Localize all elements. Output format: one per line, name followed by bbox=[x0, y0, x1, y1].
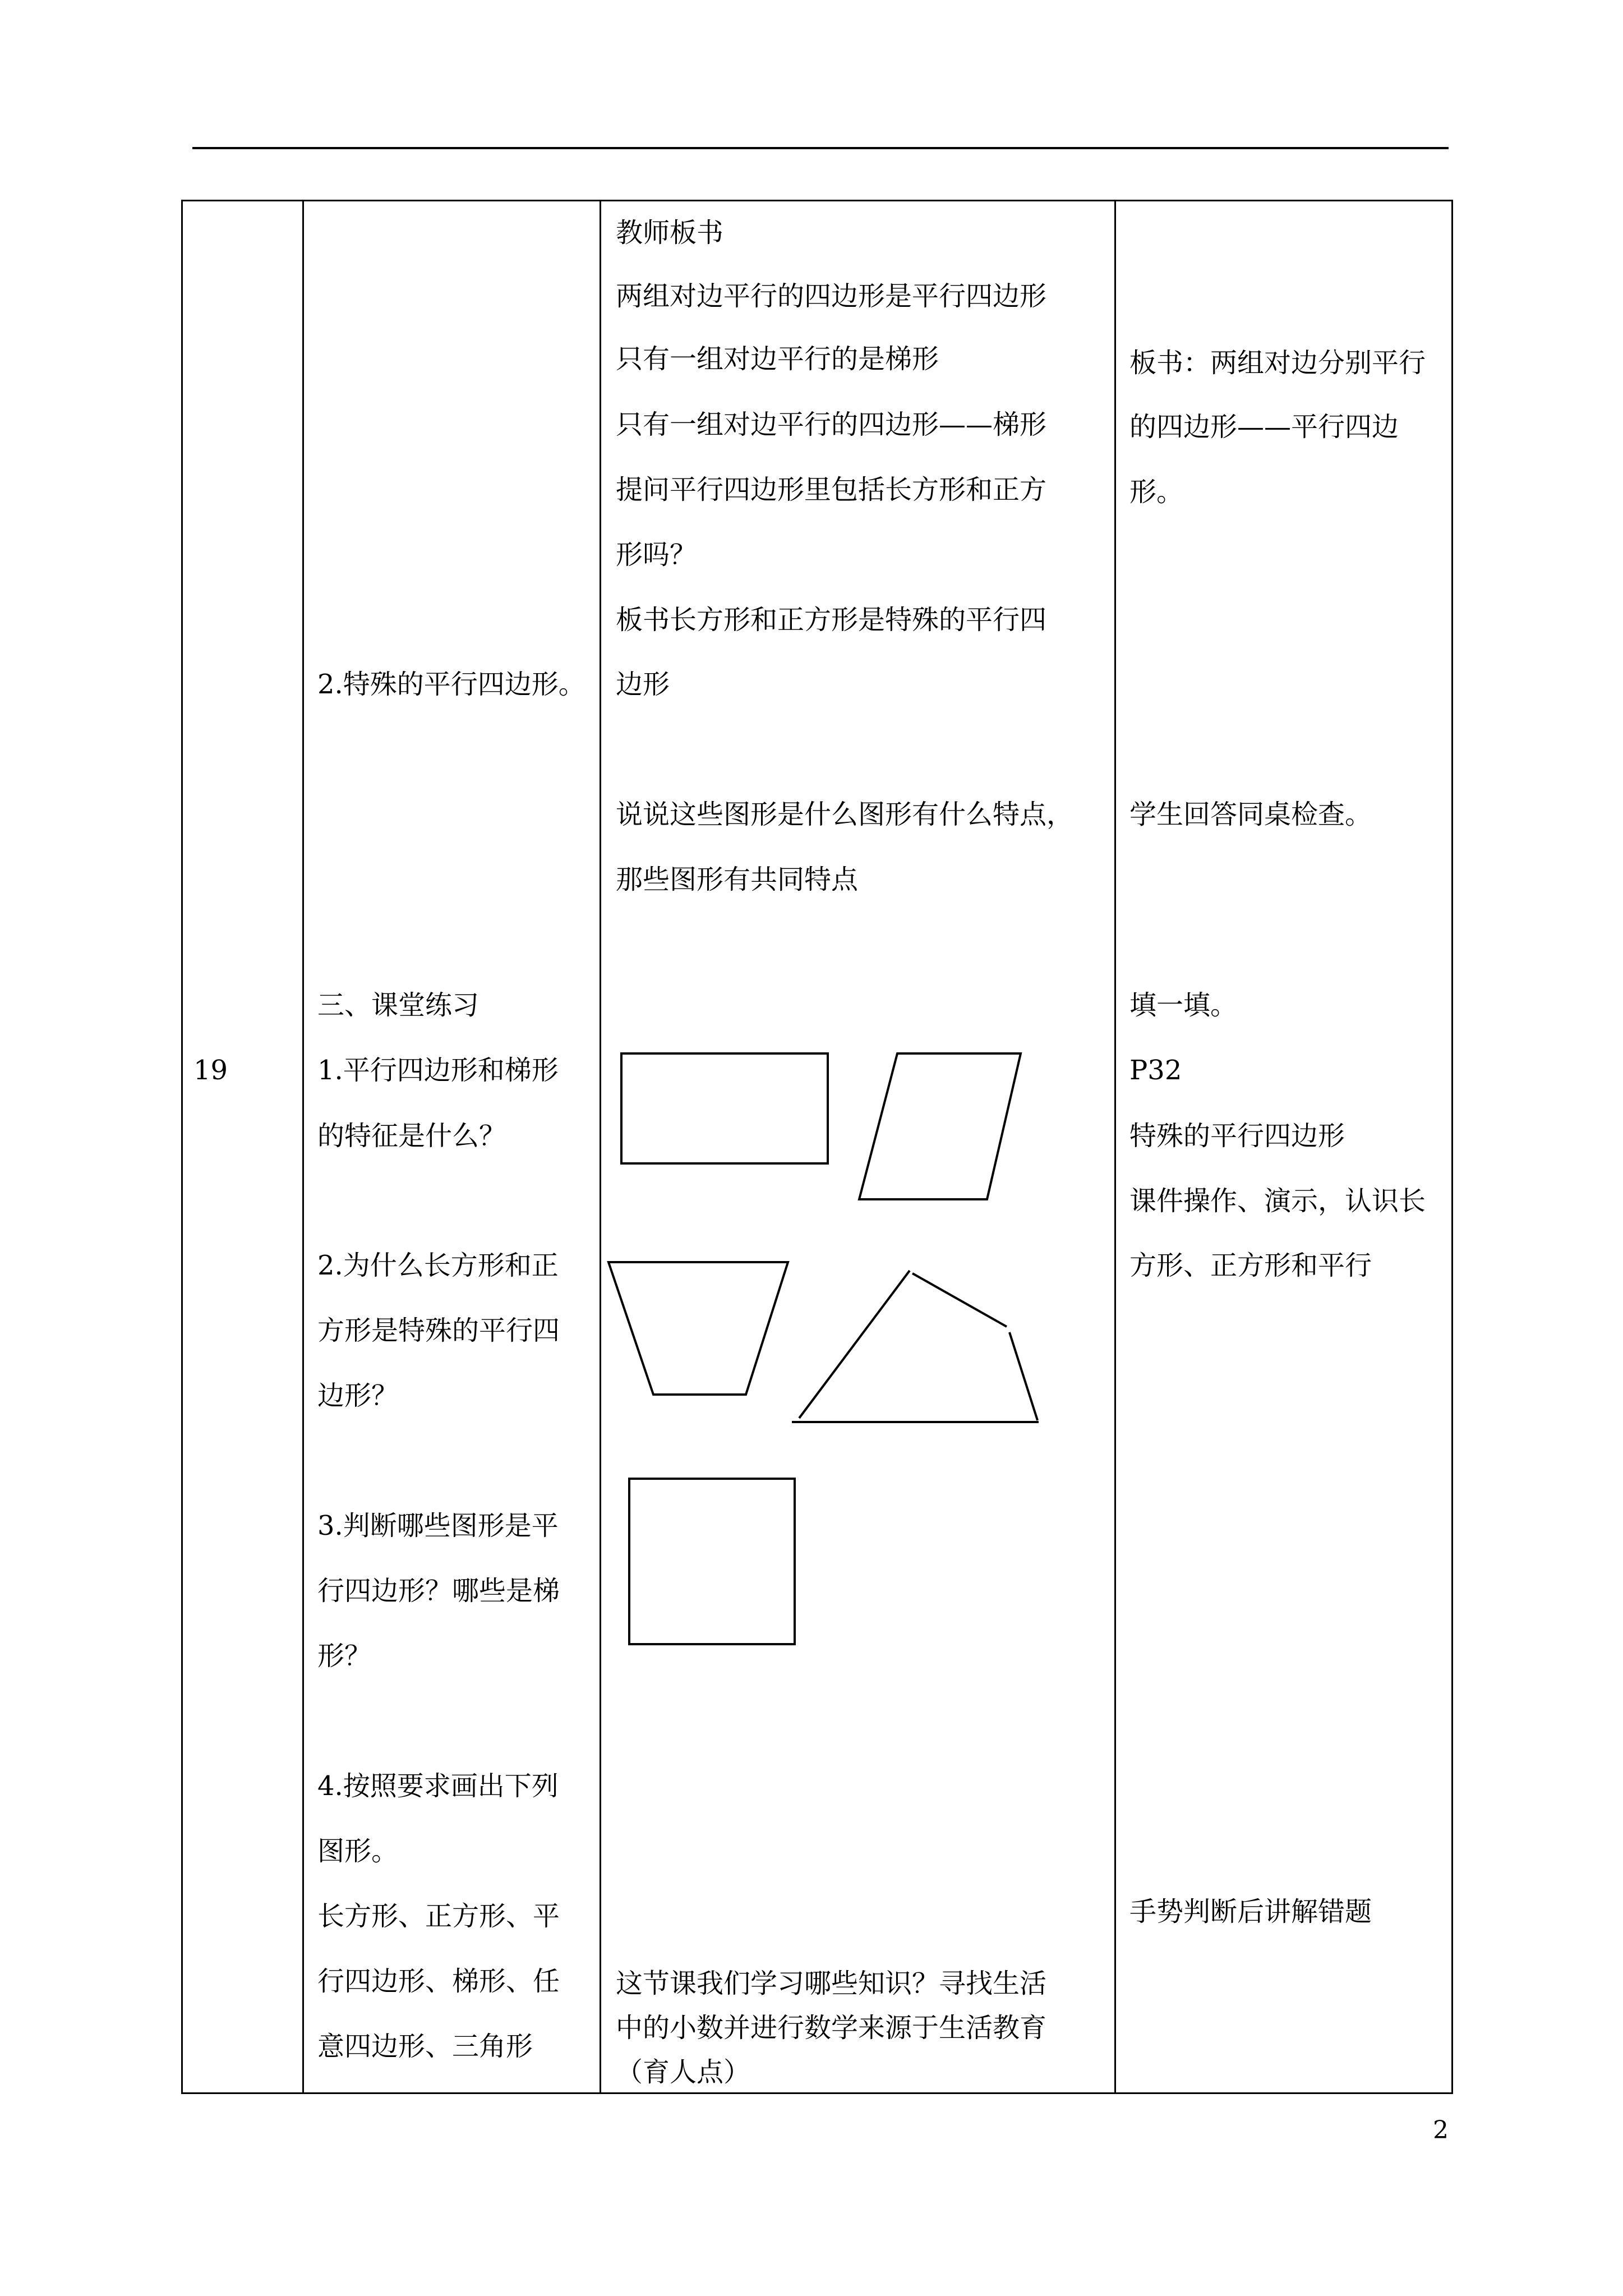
question-3-line-3: 形？ bbox=[317, 1640, 372, 1672]
question-3-line-2: 行四边形？哪些是梯 bbox=[317, 1575, 560, 1607]
question-4-line-1: 4.按照要求画出下列 bbox=[317, 1770, 559, 1802]
broken-quadrilateral-figure bbox=[792, 1271, 1039, 1422]
question-4-line-5: 意四边形、三角形 bbox=[317, 2031, 533, 2062]
board-note-line-2: 的四边形——平行四边 bbox=[1129, 411, 1399, 443]
row-number: 19 bbox=[193, 1055, 228, 1086]
teacher-text-line-2: 两组对边平行的四边形是平行四边形 bbox=[616, 280, 1047, 312]
teacher-text-line-10: 那些图形有共同特点 bbox=[616, 864, 859, 895]
teacher-board-heading: 教师板书 bbox=[616, 217, 724, 249]
special-parallelogram-note: 特殊的平行四边形 bbox=[1129, 1120, 1345, 1152]
summary-line-3: （育人点） bbox=[616, 2056, 751, 2088]
gesture-judgement-line: 手势判断后讲解错题 bbox=[1129, 1896, 1372, 1927]
question-3-line-1: 3.判断哪些图形是平 bbox=[317, 1510, 559, 1542]
question-2-line-1: 2.为什么长方形和正 bbox=[317, 1250, 559, 1281]
question-4-line-4: 行四边形、梯形、任 bbox=[317, 1966, 560, 1997]
page-reference: P32 bbox=[1129, 1055, 1182, 1086]
page-number: 2 bbox=[1433, 2116, 1449, 2145]
rectangle-figure bbox=[621, 1053, 828, 1163]
board-note-line-3: 形。 bbox=[1129, 476, 1184, 508]
teacher-text-line-8: 边形 bbox=[616, 669, 670, 700]
practice-heading: 三、课堂练习 bbox=[317, 990, 479, 1021]
square-figure bbox=[629, 1479, 795, 1644]
teacher-text-line-5: 提问平行四边形里包括长方形和正方 bbox=[616, 474, 1047, 505]
question-2-line-3: 边形？ bbox=[317, 1380, 399, 1411]
courseware-line-1: 课件操作、演示，认识长 bbox=[1129, 1185, 1426, 1217]
board-note-line-1: 板书：两组对边分别平行 bbox=[1129, 347, 1426, 379]
parallelogram-figure bbox=[859, 1053, 1021, 1199]
question-1-line-2: 的特征是什么？ bbox=[317, 1120, 506, 1152]
teacher-text-line-4: 只有一组对边平行的四边形——梯形 bbox=[616, 409, 1047, 440]
teacher-text-line-3: 只有一组对边平行的是梯形 bbox=[616, 343, 939, 375]
special-parallelogram-label: 2.特殊的平行四边形。 bbox=[317, 669, 585, 700]
student-activity-line: 学生回答同桌检查。 bbox=[1129, 799, 1372, 830]
trapezoid-figure bbox=[608, 1262, 788, 1395]
question-2-line-2: 方形是特殊的平行四 bbox=[317, 1315, 560, 1346]
question-4-line-3: 长方形、正方形、平 bbox=[317, 1901, 560, 1932]
summary-line-1: 这节课我们学习哪些知识？寻找生活 bbox=[616, 1968, 1047, 1999]
question-4-line-2: 图形。 bbox=[317, 1835, 399, 1867]
question-1-line-1: 1.平行四边形和梯形 bbox=[317, 1055, 559, 1086]
fill-in-line: 填一填。 bbox=[1129, 990, 1238, 1021]
teacher-text-line-7: 板书长方形和正方形是特殊的平行四 bbox=[616, 604, 1047, 636]
teacher-text-line-9: 说说这些图形是什么图形有什么特点， bbox=[616, 799, 1074, 830]
courseware-line-2: 方形、正方形和平行 bbox=[1129, 1250, 1372, 1281]
summary-line-2: 中的小数并进行数学来源于生活教育 bbox=[616, 2012, 1047, 2044]
teacher-text-line-6: 形吗？ bbox=[616, 539, 697, 570]
